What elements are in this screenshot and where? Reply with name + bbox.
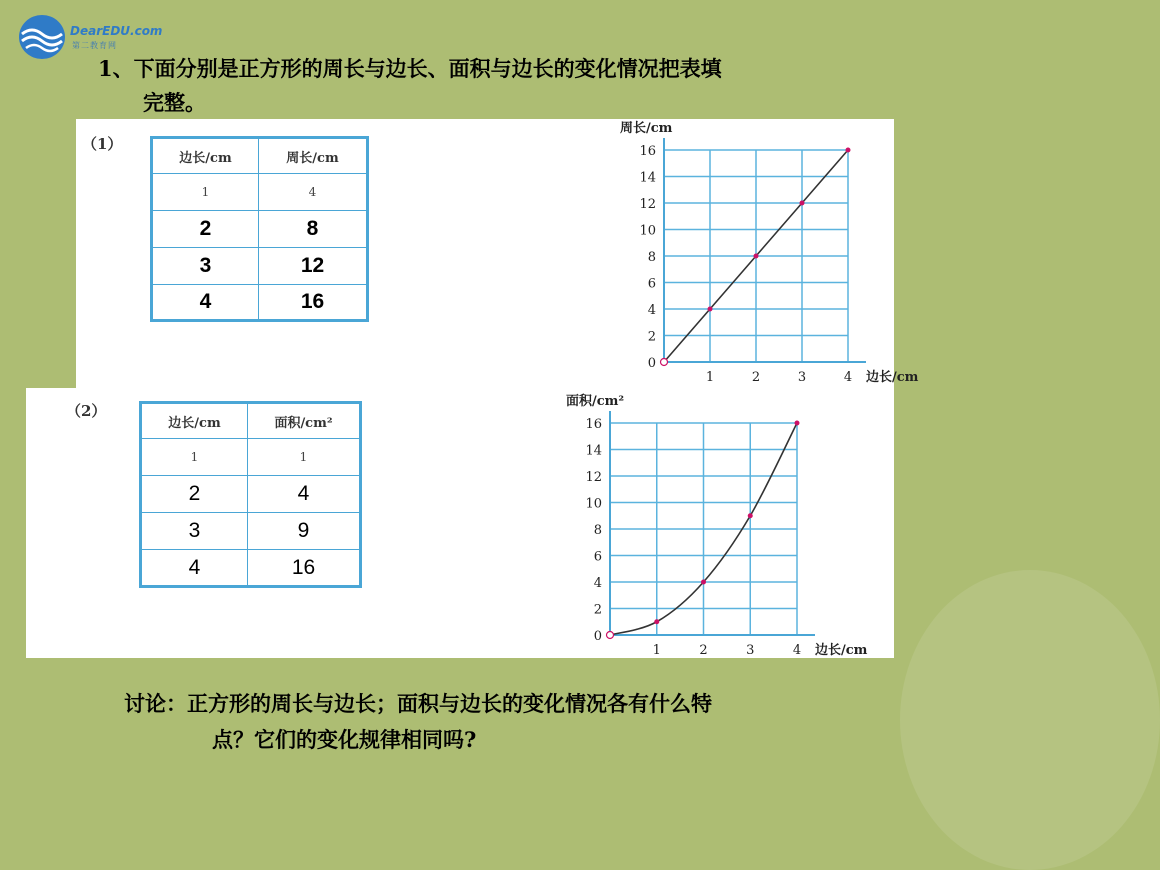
x-tick-label: 3 <box>797 370 807 385</box>
logo-brand: DearEDU.com <box>70 24 163 38</box>
table-cell: 16 <box>248 550 361 587</box>
table-cell: 16 <box>259 285 368 321</box>
data-point <box>701 580 706 585</box>
table-cell: 8 <box>259 211 368 248</box>
discussion-line-1: 讨论：正方形的周长与边长；面积与边长的变化情况各有什么特 <box>124 691 712 716</box>
x-tick-label: 1 <box>652 643 661 658</box>
logo-emblem-icon <box>18 14 66 60</box>
question-line-1: 1、下面分别是正方形的周长与边长、面积与边长的变化情况把表填 <box>98 56 722 81</box>
question-text <box>98 52 908 120</box>
y-tick-label: 8 <box>593 523 602 538</box>
x-tick-label: 2 <box>699 643 708 658</box>
data-point <box>654 619 659 624</box>
y-axis-label: 面积/cm² <box>566 394 625 409</box>
y-tick-label: 2 <box>593 602 602 618</box>
area-chart <box>516 388 894 658</box>
x-axis-label: 边长/cm <box>866 370 919 385</box>
table-cell: 1 <box>141 439 248 476</box>
table-cell: 2 <box>152 211 259 248</box>
y-tick-label: 6 <box>593 549 602 565</box>
x-tick-label: 3 <box>746 643 755 658</box>
y-tick-label: 4 <box>647 303 656 318</box>
data-point <box>754 254 759 259</box>
table-cell: 12 <box>259 248 368 285</box>
x-tick-label: 4 <box>792 643 802 658</box>
y-tick-label: 0 <box>647 356 656 371</box>
discussion-text <box>124 686 904 758</box>
table-cell: 2 <box>141 476 248 513</box>
perimeter-chart <box>516 119 919 388</box>
y-tick-label: 6 <box>647 276 656 292</box>
y-tick-label: 14 <box>639 170 656 186</box>
table-cell: 4 <box>248 476 361 513</box>
x-tick-label: 4 <box>843 370 853 385</box>
table-cell: 1 <box>152 174 259 211</box>
perimeter-panel <box>76 119 919 388</box>
table-header: 边长/cm <box>141 403 248 439</box>
table-header: 周长/cm <box>259 138 368 174</box>
origin-point <box>607 632 614 639</box>
table-header: 面积/cm² <box>248 403 361 439</box>
y-tick-label: 16 <box>639 144 656 159</box>
table-cell: 3 <box>152 248 259 285</box>
table-cell: 4 <box>259 174 368 211</box>
y-tick-label: 4 <box>593 576 602 591</box>
table-cell: 1 <box>248 439 361 476</box>
data-point <box>795 421 800 426</box>
area-panel <box>26 388 894 658</box>
y-axis-label: 周长/cm <box>620 121 673 136</box>
y-tick-label: 2 <box>647 329 656 345</box>
y-tick-label: 16 <box>585 417 602 432</box>
x-tick-label: 1 <box>705 370 715 385</box>
panel-2-label: （2） <box>66 402 107 420</box>
data-point <box>800 201 805 206</box>
y-tick-label: 8 <box>647 250 656 265</box>
y-tick-label: 10 <box>639 223 656 239</box>
table-cell: 4 <box>152 285 259 321</box>
question-line-2: 完整。 <box>143 90 206 115</box>
y-tick-label: 12 <box>639 197 656 212</box>
data-point <box>748 513 753 518</box>
origin-point <box>661 359 668 366</box>
area-table <box>139 401 362 588</box>
data-point <box>708 307 713 312</box>
logo-subtitle: 第二教育网 <box>72 41 117 50</box>
x-axis-label: 边长/cm <box>815 643 868 658</box>
x-tick-label: 2 <box>751 370 761 385</box>
y-tick-label: 0 <box>593 629 602 644</box>
table-header: 边长/cm <box>152 138 259 174</box>
y-tick-label: 14 <box>585 443 602 459</box>
table-cell: 4 <box>141 550 248 587</box>
table-cell: 3 <box>141 513 248 550</box>
y-tick-label: 10 <box>585 496 602 512</box>
discussion-line-2: 点？它们的变化规律相同吗? <box>212 727 477 752</box>
panel-1-label: （1） <box>82 135 123 153</box>
background-decoration <box>900 570 1160 870</box>
y-tick-label: 12 <box>585 470 602 485</box>
data-point <box>846 148 851 153</box>
table-cell: 9 <box>248 513 361 550</box>
perimeter-table <box>150 136 369 322</box>
